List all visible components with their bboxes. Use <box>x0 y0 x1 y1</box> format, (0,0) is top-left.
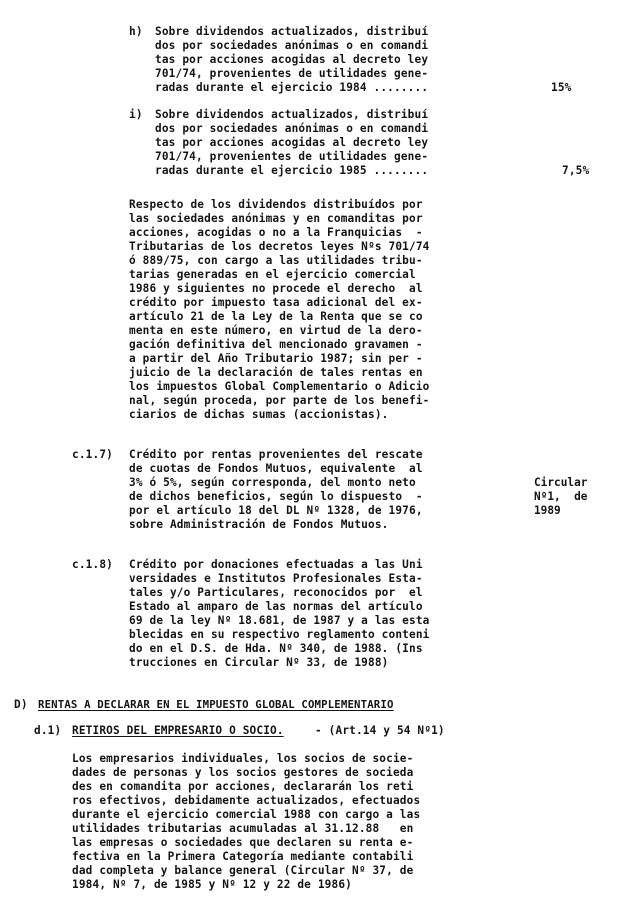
paragraph-line: las sociedades anónimas y en comanditas por <box>129 212 423 225</box>
c17-side-note: Nº1, de <box>534 490 588 503</box>
c17-line: sobre Administración de Fondos Mutuos. <box>129 518 389 531</box>
paragraph-line: Los empresarios individuales, los socios de socie- <box>72 752 414 765</box>
paragraph-line: menta en este número, en virtud de la dero- <box>129 324 423 337</box>
c18-line: Crédito por donaciones efectuadas a las Uni <box>129 558 423 571</box>
paragraph-line: dad completa y balance general (Circular Nº 37, de <box>72 864 414 877</box>
c18-line: do en el D.S. de Hda. Nº 340, de 1988. (Ins <box>129 642 423 655</box>
paragraph-line: nal, según proceda, por parte de los benefi- <box>129 394 430 407</box>
c17-label: c.1.7) <box>72 448 113 461</box>
paragraph-line: 1984, Nº 7, de 1985 y Nº 12 y 22 de 1986) <box>72 878 352 891</box>
item-h-line: tas por acciones acogidas al decreto ley <box>155 53 429 66</box>
paragraph-line: gación definitiva del mencionado gravamen - <box>129 338 423 351</box>
paragraph-line: ó 889/75, con cargo a las utilidades tribu- <box>129 254 423 267</box>
paragraph-line: crédito por impuesto tasa adicional del ex- <box>129 296 423 309</box>
item-i-rate: 7,5% <box>562 164 590 177</box>
paragraph-line: las empresas o sociedades que declaren su renta e- <box>72 836 414 849</box>
paragraph-line: a partir del Año Tributario 1987; sin per - <box>129 352 423 365</box>
c18-line: versidades e Institutos Profesionales Esta- <box>129 572 423 585</box>
paragraph-line: fectiva en la Primera Categoría mediante contabili <box>72 850 414 863</box>
c17-line: por el artículo 18 del DL Nº 1328, de 1976, <box>129 504 423 517</box>
section-d-title: RENTAS A DECLARAR EN EL IMPUESTO GLOBAL COMPLEMENTARIO <box>38 698 394 711</box>
d1-label: d.1) <box>34 724 62 737</box>
section-d-label: D) <box>14 698 28 711</box>
c17-line: 3% ó 5%, según corresponda, del monto neto <box>129 476 416 489</box>
item-h-line: radas durante el ejercicio 1984 ........ <box>155 81 429 94</box>
d1-title-suffix: - (Art.14 y 54 Nº1) <box>315 724 445 737</box>
c17-side-note: 1989 <box>534 504 561 517</box>
c17-line: de cuotas de Fondos Mutuos, equivalente al <box>129 462 423 475</box>
item-i-line: dos por sociedades anónimas o en comandi <box>155 122 429 135</box>
c18-label: c.1.8) <box>72 558 113 571</box>
item-h-line: Sobre dividendos actualizados, distribuí <box>155 25 429 38</box>
paragraph-line: juicio de la declaración de tales rentas en <box>129 366 423 379</box>
paragraph-line: utilidades tributarias acumuladas al 31.12.88 en <box>72 822 414 835</box>
item-h-label: h) <box>129 25 143 38</box>
paragraph-line: los impuestos Global Complementario o Adicio <box>129 380 430 393</box>
paragraph-line: artículo 21 de la Ley de la Renta que se co <box>129 310 423 323</box>
c17-line: Crédito por rentas provenientes del rescate <box>129 448 423 461</box>
item-i-line: tas por acciones acogidas al decreto ley <box>155 136 429 149</box>
paragraph-line: Respecto de los dividendos distribuídos por <box>129 198 423 211</box>
paragraph-line: acciones, acogidas o no a la Franquicias - <box>129 226 423 239</box>
item-h-line: dos por sociedades anónimas o en comandi <box>155 39 429 52</box>
d1-title: RETIROS DEL EMPRESARIO O SOCIO. <box>72 724 284 737</box>
paragraph-line: Tributarias de los decretos leyes Nºs 701/74 <box>129 240 430 253</box>
paragraph-line: des en comandita por acciones, declararán los reti <box>72 780 414 793</box>
c18-line: blecidas en su respectivo reglamento conteni <box>129 628 430 641</box>
item-h-rate: 15% <box>551 81 572 94</box>
item-i-line: 701/74, provenientes de utilidades gene- <box>155 150 429 163</box>
paragraph-line: 1986 y siguientes no procede el derecho al <box>129 282 423 295</box>
c18-line: Estado al amparo de las normas del artículo <box>129 600 423 613</box>
item-i-line: radas durante el ejercicio 1985 ........ <box>155 164 429 177</box>
paragraph-line: dades de personas y los socios gestores de socieda <box>72 766 414 779</box>
paragraph-line: durante el ejercicio comercial 1988 con cargo a las <box>72 808 421 821</box>
item-h-line: 701/74, provenientes de utilidades gene- <box>155 67 429 80</box>
paragraph-line: ciarios de dichas sumas (accionistas). <box>129 408 389 421</box>
c18-line: tales y/o Particulares, reconocidos por el <box>129 586 423 599</box>
c18-line: trucciones en Circular Nº 33, de 1988) <box>129 656 389 669</box>
paragraph-line: ros efectivos, debidamente actualizados, efectuados <box>72 794 421 807</box>
c17-side-note: Circular <box>534 476 588 489</box>
c17-line: de dichos beneficios, según lo dispuesto - <box>129 490 423 503</box>
item-i-line: Sobre dividendos actualizados, distribuí <box>155 108 429 121</box>
item-i-label: i) <box>129 108 143 121</box>
c18-line: 69 de la ley Nº 18.681, de 1987 y a las esta <box>129 614 430 627</box>
paragraph-line: tarias generadas en el ejercicio comercial <box>129 268 416 281</box>
